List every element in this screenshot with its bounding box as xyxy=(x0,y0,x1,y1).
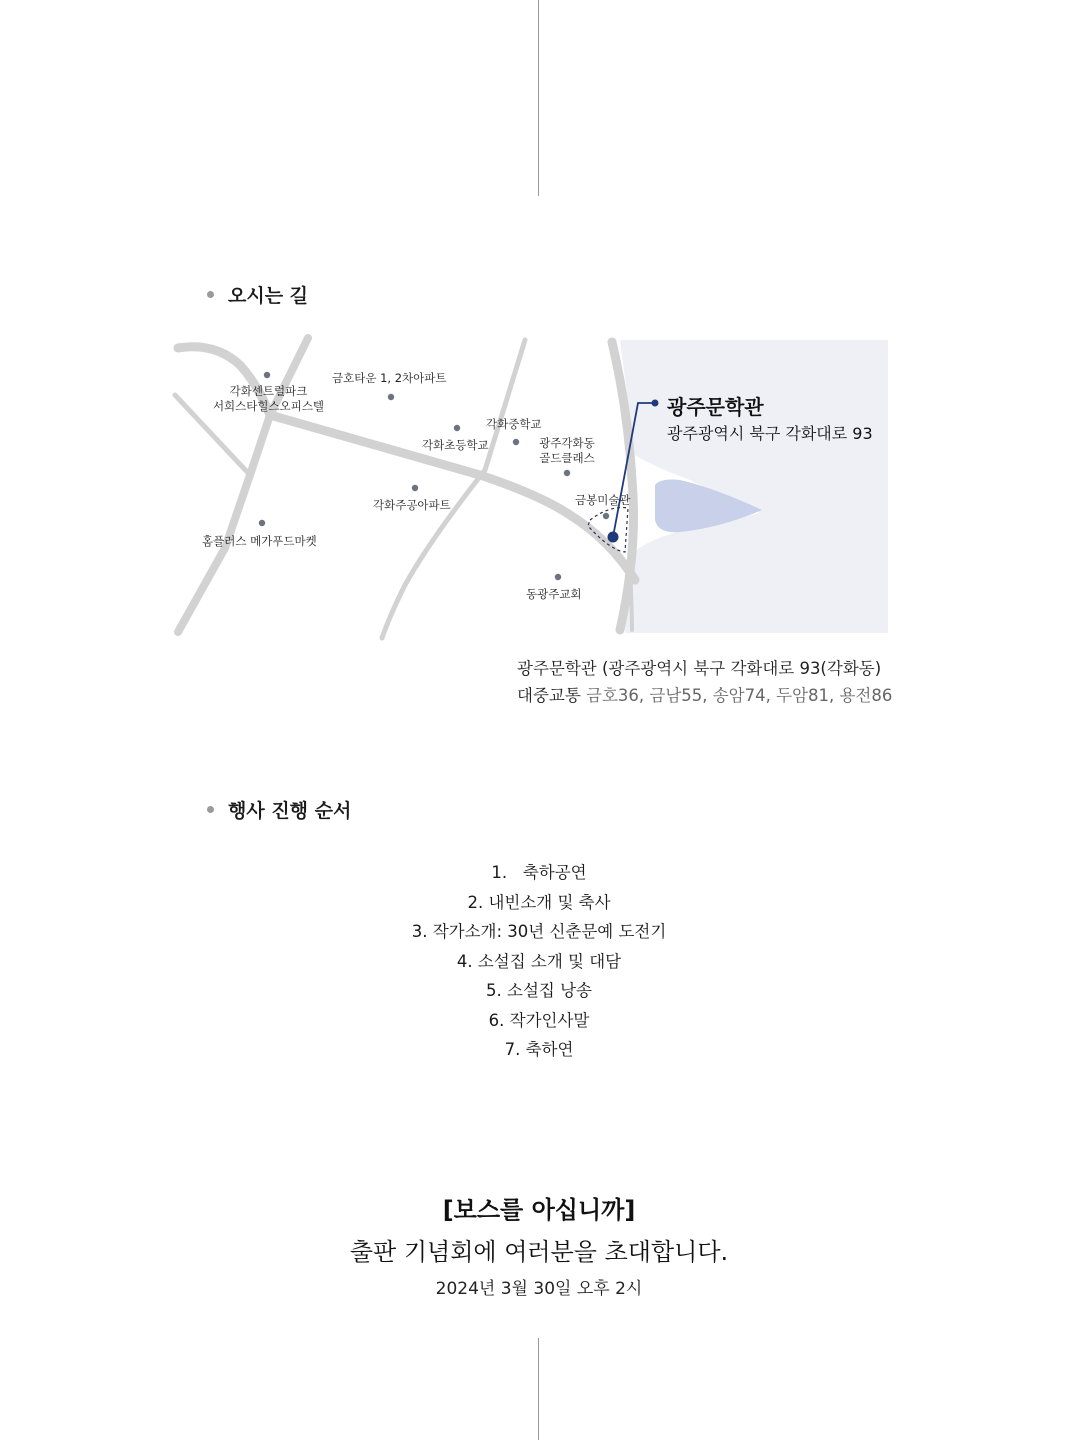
poi-gold-class-dot xyxy=(564,470,570,476)
poi-geumbong-museum-label: 금봉미술관 xyxy=(575,493,631,507)
top-divider-line xyxy=(538,0,539,196)
poi-central-park-dot xyxy=(264,372,270,378)
full-address: 광주문학관 (광주광역시 북구 각화대로 93(각화동) xyxy=(517,659,882,678)
program-item: 7. 축하연 xyxy=(504,1040,574,1059)
poi-geumho-town-dot xyxy=(388,394,394,400)
poi-jugong-apt-label: 각화주공아파트 xyxy=(373,498,451,512)
program-item: 1. 축하공연 xyxy=(491,863,587,882)
poi-gakhwa-middle-dot xyxy=(513,439,519,445)
invitation-title: [보스를 아십니까] xyxy=(442,1196,636,1224)
directions-title: 오시는 길 xyxy=(228,285,309,307)
map-canvas xyxy=(170,330,900,650)
transit-info xyxy=(517,682,892,709)
destination-pin-icon xyxy=(608,532,619,543)
poi-gakhwa-middle-label: 각화중학교 xyxy=(486,417,542,431)
transit-lines: 금호36, 금남55, 송암74, 두암81, 용전86 xyxy=(586,686,893,705)
road-center-diag xyxy=(382,470,485,638)
program-title: 행사 진행 순서 xyxy=(228,800,352,822)
poi-gakhwa-elementary-dot xyxy=(454,425,460,431)
transit-label: 대중교통 xyxy=(517,686,581,705)
destination-name: 광주문학관 xyxy=(667,395,764,419)
program-list xyxy=(0,858,1078,1065)
poi-gold-class-label: 광주각화동 골드클래스 xyxy=(539,436,595,465)
invitation-subtitle: 출판 기념회에 여러분을 초대합니다. xyxy=(349,1238,729,1266)
bottom-divider-line xyxy=(538,1338,539,1440)
destination-address: 광주광역시 북구 각화대로 93 xyxy=(667,424,873,443)
poi-homeplus-label: 홈플러스 메가푸드마켓 xyxy=(202,534,317,548)
program-item: 6. 작가인사말 xyxy=(488,1010,590,1030)
invitation-datetime: 2024년 3월 30일 오후 2시 xyxy=(435,1279,643,1299)
poi-geumbong-museum-dot xyxy=(603,513,609,519)
program-item: 3. 작가소개: 30년 신춘문예 도전기 xyxy=(411,922,667,941)
road-center xyxy=(485,340,525,470)
poi-geumho-town-label: 금호타운 1, 2차아파트 xyxy=(332,371,447,385)
program-item: 2. 내빈소개 및 축사 xyxy=(467,892,611,912)
poi-homeplus-dot xyxy=(259,520,265,526)
poi-central-park-label: 각화센트럴파크 서희스타힐스오피스텔 xyxy=(212,384,325,413)
location-map[interactable] xyxy=(170,330,900,650)
program-item: 5. 소설집 낭송 xyxy=(486,981,592,1000)
directions-heading xyxy=(207,281,308,308)
road-east-split xyxy=(630,570,632,630)
poi-dong-church-label: 동광주교회 xyxy=(526,587,582,601)
destination-label-dot xyxy=(652,400,659,407)
poi-gakhwa-elementary-label: 각화초등학교 xyxy=(422,438,489,452)
bullet-icon xyxy=(207,291,214,298)
road-diagonal-nw xyxy=(178,338,308,632)
program-heading xyxy=(207,796,351,823)
poi-dong-church-dot xyxy=(555,574,561,580)
poi-jugong-apt-dot xyxy=(412,485,418,491)
address-block xyxy=(517,655,892,709)
bullet-icon xyxy=(207,806,214,813)
program-item: 4. 소설집 소개 및 대담 xyxy=(456,951,622,971)
